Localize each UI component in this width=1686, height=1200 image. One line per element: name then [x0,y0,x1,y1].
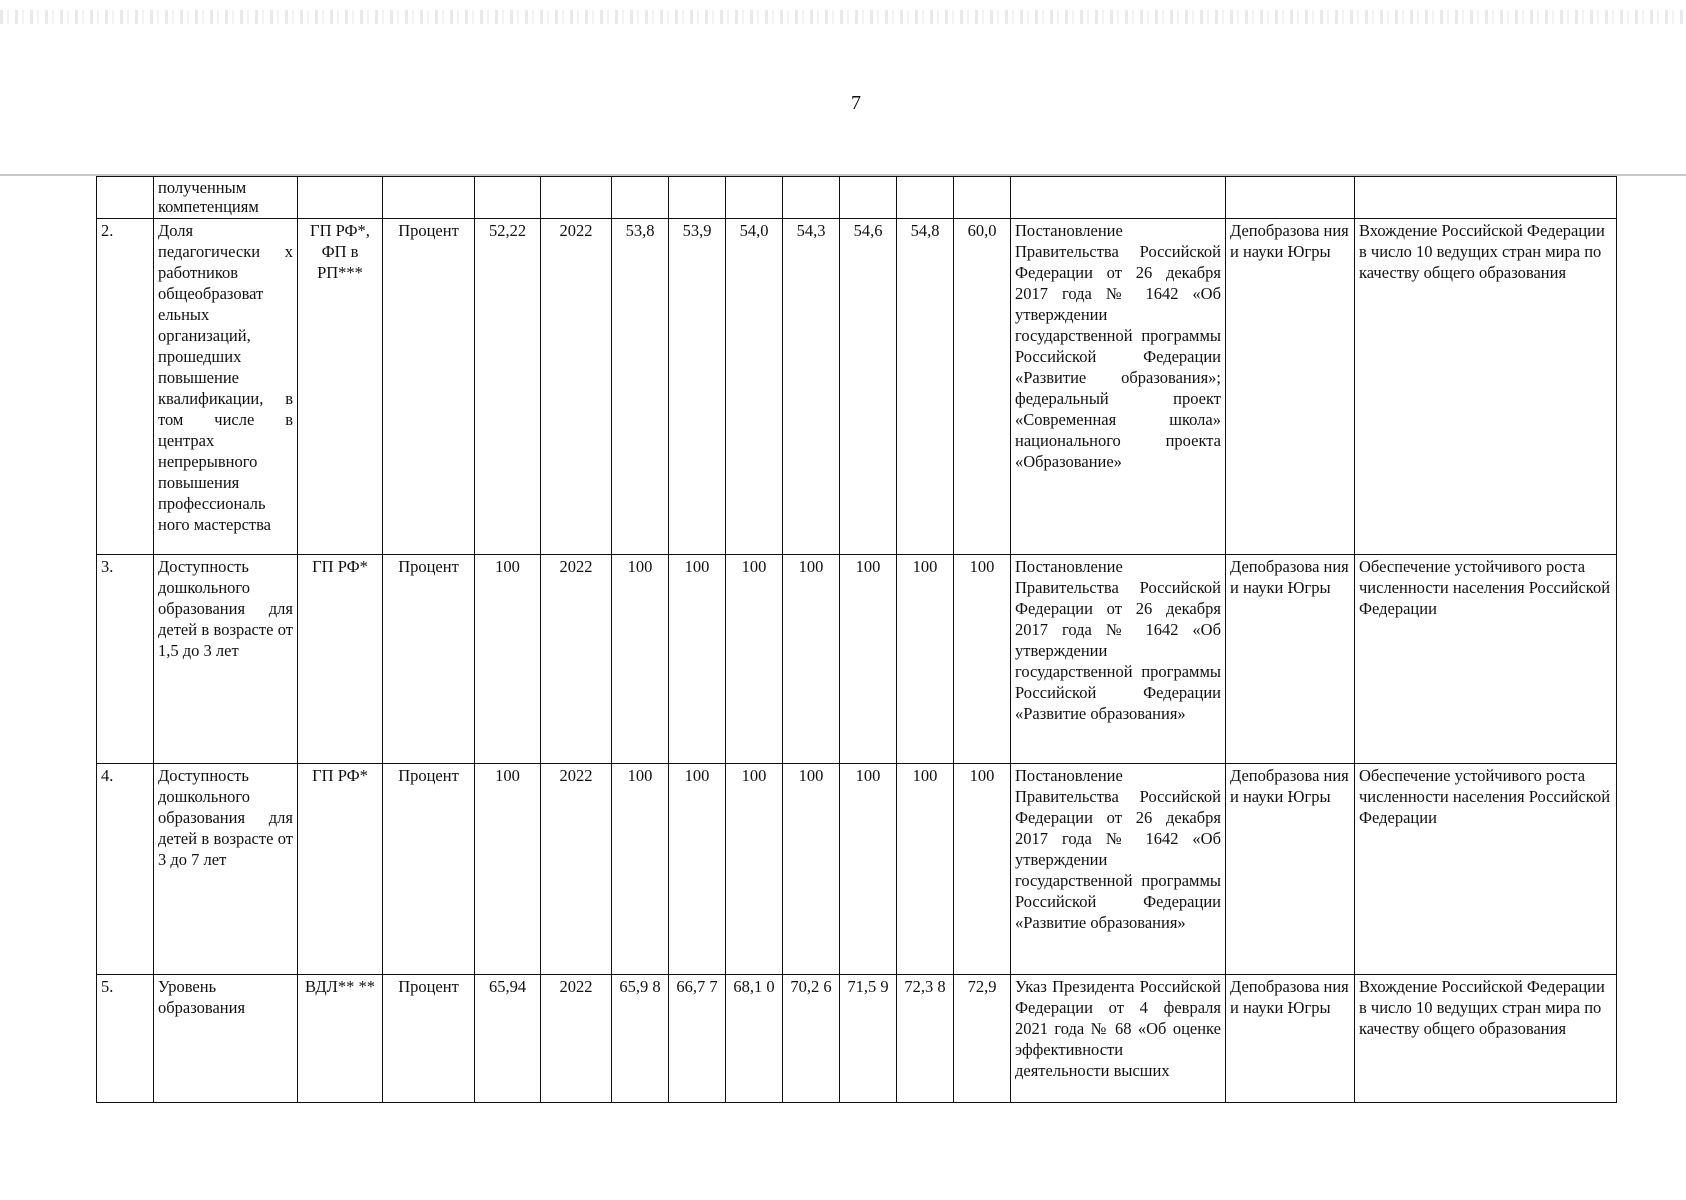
year-value: 53,9 [669,219,726,555]
table-row-continuation [97,177,1617,219]
legal-basis: Постановление Правительства Российской Федерации от 26 декабря 2017 года № 1642 «Об утверждении государственной программы Российской Федерации «Развитие образования» [1011,555,1226,764]
page-number: 7 [851,92,861,114]
year-value: 53,8 [612,219,669,555]
indicator-unit: Процент [383,975,475,1103]
national-goal: Вхождение Российской Федерации в число 10 ведущих стран мира по качеству общего образования [1355,219,1617,555]
base-year: 2022 [541,975,612,1103]
base-value: 65,94 [475,975,541,1103]
table-row [97,975,1617,1103]
year-value: 100 [669,555,726,764]
national-goal: Обеспечение устойчивого роста численности населения Российской Федерации [1355,555,1617,764]
legal-basis: Указ Президента Российской Федерации от 4 февраля 2021 года № 68 «Об оценке эффективности деятельности высших [1011,975,1226,1103]
year-value: 100 [897,764,954,975]
indicator-name: Доступность дошкольного образования для детей в возрасте от 1,5 до 3 лет [154,555,298,764]
year-value: 65,9 8 [612,975,669,1103]
table-row [97,219,1617,555]
national-goal: Вхождение Российской Федерации в число 10 ведущих стран мира по качеству общего образования [1355,975,1617,1103]
year-value: 60,0 [954,219,1011,555]
row-number: 4. [97,764,154,975]
year-value: 54,3 [783,219,840,555]
base-year: 2022 [541,764,612,975]
year-value: 100 [897,555,954,764]
indicator-source: ГП РФ* [298,764,383,975]
indicator-unit: Процент [383,764,475,975]
row-number: 5. [97,975,154,1103]
row-number: 3. [97,555,154,764]
year-value: 70,2 6 [783,975,840,1103]
table-row [97,555,1617,764]
responsible-body: Депобразова ния и науки Югры [1226,975,1355,1103]
row-number: 2. [97,219,154,555]
indicator-name: Уровень образования [154,975,298,1103]
year-value: 100 [726,764,783,975]
indicator-name: Доступность дошкольного образования для детей в возрасте от 3 до 7 лет [154,764,298,975]
indicators-table [96,176,1617,1103]
base-year: 2022 [541,219,612,555]
indicator-source: ГП РФ*, ФП в РП*** [298,219,383,555]
year-value: 100 [669,764,726,975]
indicator-unit: Процент [383,555,475,764]
indicator-source: ВДЛ** ** [298,975,383,1103]
year-value: 72,9 [954,975,1011,1103]
base-value: 100 [475,555,541,764]
year-value: 100 [726,555,783,764]
legal-basis: Постановление Правительства Российской Федерации от 26 декабря 2017 года № 1642 «Об утверждении государственной программы Российской Федерации «Развитие образования»; федеральный проект «Современная школа» национального проекта «Образование» [1011,219,1226,555]
base-value: 100 [475,764,541,975]
indicator-unit: Процент [383,219,475,555]
year-value: 100 [954,555,1011,764]
year-value: 72,3 8 [897,975,954,1103]
indicator-name: Доля педагогически х работников общеобразоват ельных организаций, прошедших повышение квалификации, в том числе в центрах непрерывного повышения профессиональ ного мастерства [154,219,298,555]
year-value: 100 [612,764,669,975]
year-value: 54,6 [840,219,897,555]
indicator-source: ГП РФ* [298,555,383,764]
year-value: 100 [840,555,897,764]
scan-noise-top [0,10,1686,24]
year-value: 54,8 [897,219,954,555]
responsible-body: Депобразова ния и науки Югры [1226,219,1355,555]
year-value: 100 [783,555,840,764]
legal-basis: Постановление Правительства Российской Федерации от 26 декабря 2017 года № 1642 «Об утверждении государственной программы Российской Федерации «Развитие образования» [1011,764,1226,975]
cell-num [97,177,154,219]
base-value: 52,22 [475,219,541,555]
year-value: 100 [612,555,669,764]
year-value: 100 [954,764,1011,975]
year-value: 54,0 [726,219,783,555]
year-value: 68,1 0 [726,975,783,1103]
base-year: 2022 [541,555,612,764]
year-value: 66,7 7 [669,975,726,1103]
year-value: 100 [840,764,897,975]
responsible-body: Депобразова ния и науки Югры [1226,764,1355,975]
cell-name: полученным компетенциям [154,177,298,219]
year-value: 71,5 9 [840,975,897,1103]
national-goal: Обеспечение устойчивого роста численности населения Российской Федерации [1355,764,1617,975]
year-value: 100 [783,764,840,975]
table-row [97,764,1617,975]
responsible-body: Депобразова ния и науки Югры [1226,555,1355,764]
